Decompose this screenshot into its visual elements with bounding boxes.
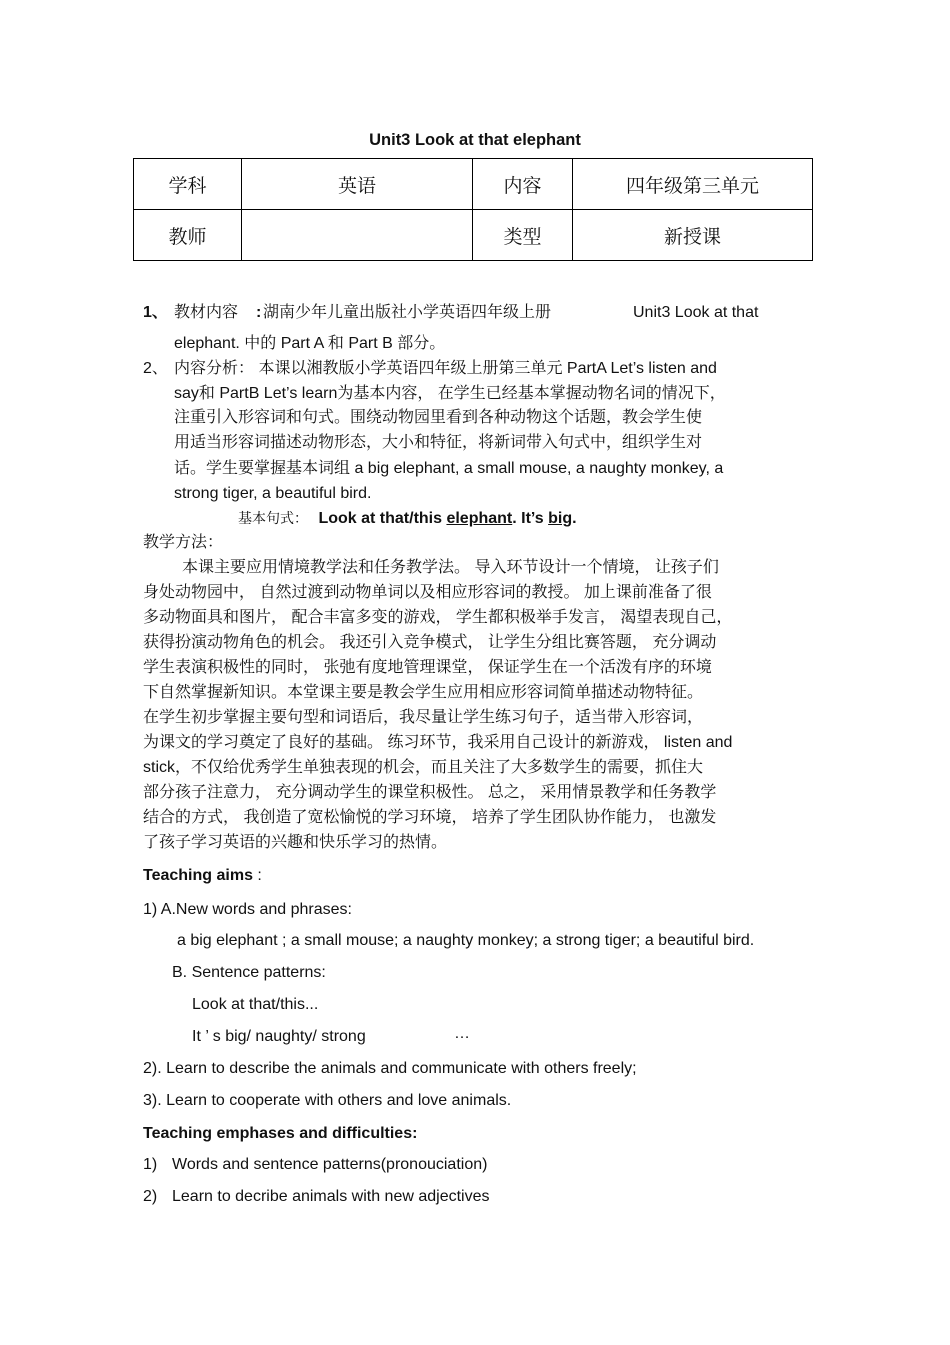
- section-heading: 教学方法：: [143, 534, 224, 551]
- sentence-text: Look at that/this: [318, 510, 447, 527]
- paragraph-line: 用适当形容词描述动物形态，大小和特征，将新词带入句式中，组织学生对: [174, 434, 703, 451]
- paragraph-line: 为课文的学习奠定了良好的基础。 练习环节，我采用自己设计的新游戏， listen and: [143, 734, 733, 751]
- paragraph-line: 注重引入形容词和句式。围绕动物园里看到各种动物这个话题，教会学生使: [174, 409, 703, 426]
- aim-item: B. Sentence patterns:: [172, 964, 326, 981]
- ellipsis: …: [454, 1025, 470, 1042]
- paragraph-line: stick，不仅给优秀学生单独表现的机会，而且关注了大多数学生的需要，抓住大: [143, 759, 704, 776]
- table-cell: [242, 210, 473, 261]
- table-cell: 学科: [134, 159, 242, 210]
- section-number: 1、: [143, 304, 168, 321]
- info-table: [133, 158, 813, 261]
- sentence-pattern: It ’ s big/ naughty/ strong: [192, 1028, 366, 1045]
- sentence-text: . It’s: [512, 510, 549, 527]
- sentence-pattern: Look at that/this...: [192, 996, 319, 1013]
- list-item: Words and sentence patterns(pronouciation): [172, 1156, 488, 1173]
- basic-sentence: [238, 507, 577, 532]
- aim-item: 3). Learn to cooperate with others and love animals.: [143, 1092, 512, 1109]
- section-text: elephant. 中的 Part A 和 Part B 部分。: [174, 335, 446, 352]
- table-cell: 新授课: [573, 210, 813, 261]
- table-cell: 内容: [473, 159, 573, 210]
- paragraph-line: 部分孩子注意力， 充分调动学生的课堂积极性。 总之， 采用情景教学和任务教学: [143, 784, 717, 801]
- paragraph-line: 在学生初步掌握主要句型和词语后，我尽量让学生练习句子，适当带入形容词，: [143, 709, 704, 726]
- paragraph-line: 学生表演积极性的同时， 张弛有度地管理课堂， 保证学生在一个活泼有序的环境: [143, 659, 712, 676]
- list-item-number: 2): [143, 1188, 158, 1205]
- paragraph-line: 身处动物园中， 自然过渡到动物单词以及相应形容词的教授。 加上课前准备了很: [143, 584, 712, 601]
- sentence-keyword: big: [548, 510, 573, 527]
- table-cell: 四年级第三单元: [573, 159, 813, 210]
- table-cell: 教师: [134, 210, 242, 261]
- heading-colon: :: [252, 867, 262, 884]
- section-colon: :: [256, 304, 262, 321]
- section-number: 2、: [143, 360, 168, 377]
- section-heading: [143, 864, 262, 889]
- paragraph-line: 下自然掌握新知识。本堂课主要是教会学生应用相应形容词简单描述动物特征。: [143, 684, 704, 701]
- paragraph-line: 了孩子学习英语的兴趣和快乐学习的热情。: [143, 834, 448, 851]
- section-heading: Teaching emphases and difficulties:: [143, 1125, 418, 1142]
- table-cell: 类型: [473, 210, 573, 261]
- sentence-text: .: [572, 510, 577, 527]
- aim-item: 1) A.New words and phrases:: [143, 901, 352, 918]
- paragraph-line: 多动物面具和图片， 配合丰富多变的游戏， 学生都积极举手发言， 渴望表现自己，: [143, 609, 733, 626]
- aim-item: 2). Learn to describe the animals and communicate with others freely;: [143, 1060, 637, 1077]
- paragraph-line: say和 PartB Let’s learn为基本内容， 在学生已经基本掌握动物名词的情况下，: [174, 385, 726, 402]
- aim-words: a big elephant ; a small mouse; a naughty monkey; a strong tiger; a beautiful bird.: [177, 932, 755, 949]
- table-row: [134, 159, 813, 210]
- paragraph-line: 本课主要应用情境教学法和任务教学法。 导入环节设计一个情境， 让孩子们: [182, 559, 719, 576]
- sentence-label: 基本句式：: [238, 510, 308, 526]
- paragraph-line: 获得扮演动物角色的机会。 我还引入竞争模式， 让学生分组比赛答题， 充分调动: [143, 634, 717, 651]
- list-item: Learn to decribe animals with new adjectives: [172, 1188, 490, 1205]
- table-row: [134, 210, 813, 261]
- section-unit: Unit3 Look at that: [633, 304, 759, 321]
- page-title: Unit3 Look at that elephant: [369, 131, 581, 149]
- list-item-number: 1): [143, 1156, 158, 1173]
- table-cell: 英语: [242, 159, 473, 210]
- paragraph-line: 结合的方式， 我创造了宽松愉悦的学习环境， 培养了学生团队协作能力， 也激发: [143, 809, 717, 826]
- section-text: 湖南少年儿童出版社小学英语四年级上册: [263, 304, 552, 321]
- paragraph-line: 话。学生要掌握基本词组 a big elephant, a small mouse, a naughty monkey, a: [174, 460, 724, 477]
- paragraph-line: 内容分析： 本课以湘教版小学英语四年级上册第三单元 PartA Let’s listen and: [174, 360, 717, 377]
- sentence-keyword: elephant: [446, 510, 513, 527]
- heading-text: Teaching aims: [143, 867, 253, 884]
- paragraph-line: strong tiger, a beautiful bird.: [174, 485, 372, 502]
- section-label: 教材内容: [174, 304, 239, 321]
